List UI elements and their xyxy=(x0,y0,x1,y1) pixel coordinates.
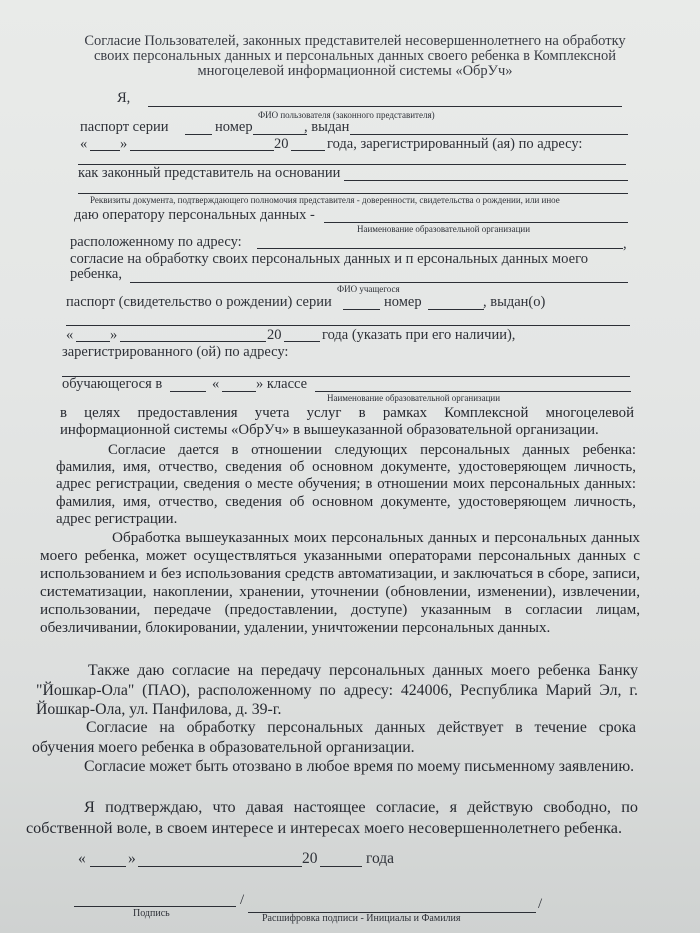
located-comma: , xyxy=(623,236,627,252)
child-passport-series-field[interactable] xyxy=(343,309,380,310)
date-quote-open: « xyxy=(80,136,88,152)
child-date-quote-open: « xyxy=(66,327,74,343)
school-number-field[interactable] xyxy=(170,391,206,392)
sign-date-month-field[interactable] xyxy=(138,866,302,867)
signature-field[interactable] xyxy=(74,906,236,907)
child-passport-label: паспорт (свидетельство о рождении) серии xyxy=(66,294,332,310)
passport-issued-field[interactable] xyxy=(350,134,628,135)
passport-issued-label: , выдан xyxy=(304,119,350,135)
operator-name-field[interactable] xyxy=(324,222,628,223)
child-year-note: года (указать при его наличии), xyxy=(322,327,516,343)
child-date-day-field[interactable] xyxy=(76,341,110,342)
registered-label: года, зарегистрированный (ая) по адресу: xyxy=(327,136,583,152)
sign-date-quote-open: « xyxy=(78,850,86,867)
fio-field-line[interactable] xyxy=(148,106,622,107)
sign-caption: Подпись xyxy=(133,908,170,919)
legal-rep-label: как законный представитель на основании xyxy=(78,165,341,181)
class-label: » классе xyxy=(256,376,308,392)
located-label: расположенному по адресу: xyxy=(70,234,242,250)
consent-child-line2: ребенка, xyxy=(70,266,122,282)
sign-date-year-prefix: 20 xyxy=(302,850,318,867)
sign-date-day-field[interactable] xyxy=(90,866,126,867)
child-date-year-prefix: 20 xyxy=(267,327,282,343)
sign-date-quote-close: » xyxy=(128,850,136,867)
decode-caption: Расшифровка подписи - Инициалы и Фамилия xyxy=(262,913,461,924)
date-quote-close: » xyxy=(120,136,128,152)
operator-label: даю оператору персональных данных - xyxy=(74,207,315,223)
student-caption: ФИО учащегося xyxy=(337,284,400,294)
child-passport-number-field[interactable] xyxy=(428,309,484,310)
i-label: Я, xyxy=(117,90,131,106)
child-passport-number-label: номер xyxy=(384,294,422,310)
para-revoke: Согласие может быть отозвано в любое время по моему письменному заявлению. xyxy=(84,758,635,775)
para-confirm: Я подтверждаю, что давая настоящее согласие, я действую свободно, по собственной воле, в своем интересе и интересах моего несовершеннолетнего ребенка. xyxy=(26,798,638,837)
date-day-field[interactable] xyxy=(90,150,120,151)
para-scope: Согласие дается в отношении следующих персональных данных ребенка: фамилия, имя, отчество, сведения об основном документе, удостоверяющем личность, адрес регистрации, сведения о месте обучения; в отношении моих персональных данных: фамилия, имя, отчество, сведения об основном документе, удостоверяющем личность, адрес регистрации. xyxy=(56,442,636,527)
sign-date-year-field[interactable] xyxy=(320,866,362,867)
fio-caption: ФИО пользователя (законного представителя) xyxy=(258,110,435,120)
signature-slash-1: / xyxy=(240,892,245,908)
student-fio-field[interactable] xyxy=(130,282,628,283)
date-year-field[interactable] xyxy=(291,150,325,151)
legal-rep-basis-field[interactable] xyxy=(344,180,628,181)
passport-series-field[interactable] xyxy=(185,134,212,135)
signature-slash-2: / xyxy=(538,896,543,912)
child-date-year-field[interactable] xyxy=(284,341,320,342)
form-title: Согласие Пользователей, законных представителей несовершеннолетнего на обработку своих персональных данных и персональных данных своего ребенка в Комплексной многоцелевой информационной системы «ОбрУч» xyxy=(84,33,626,79)
para-bank: Также даю согласие на передачу персональных данных моего ребенка Банку "Йошкар-Ола" (ПАО), расположенному по адресу: 424006, Республика Марий Эл, г. Йошкар-Ола, ул. Панфилова, д. 39-г. xyxy=(36,662,638,718)
sign-year-word: года xyxy=(366,850,395,867)
doc-caption: Реквизиты документа, подтверждающего полномочия представителя - доверенности, свидетельства о рождении, или иное xyxy=(90,195,560,205)
date-year-prefix: 20 xyxy=(274,136,289,152)
para-duration: Согласие на обработку персональных данных действует в течение срока обучения моего ребенка в образовательной организации. xyxy=(32,719,636,756)
class-number-field[interactable] xyxy=(222,391,256,392)
child-issued-field[interactable] xyxy=(66,325,630,326)
class-quote-open: « xyxy=(212,376,220,392)
para-purpose: в целях предоставления учета услуг в рамках Комплексной многоцелевой информационной системы «ОбрУч» в вышеуказанной образовательной организации. xyxy=(60,405,634,438)
child-date-quote-close: » xyxy=(110,327,118,343)
para-processing: Обработка вышеуказанных моих персональных данных и персональных данных моего ребенка, может осуществляться указанными операторами персональных данных с использованием и без использования средств автоматизации, и заключаться в сборе, записи, систематизации, накоплении, хранении, уточнении (обновлении, изменении), извлечении, использовании, передаче (предоставлении, доступе) указанным в согласии лицам, обезличивании, блокировании, удалении, уничтожении персональных данных. xyxy=(40,529,640,636)
org-caption-2: Наименование образовательной организации xyxy=(327,393,501,403)
passport-number-label: номер xyxy=(215,119,253,135)
student-of-label: обучающегося в xyxy=(62,376,163,392)
passport-number-field[interactable] xyxy=(253,134,307,135)
date-month-field[interactable] xyxy=(130,150,274,151)
child-date-month-field[interactable] xyxy=(120,341,266,342)
child-registered-label: зарегистрированного (ой) по адресу: xyxy=(62,344,289,360)
child-issued-label: , выдан(о) xyxy=(483,294,546,310)
legal-rep-basis-field-2[interactable] xyxy=(78,193,628,194)
org-caption: Наименование образовательной организации xyxy=(357,224,531,234)
located-address-field[interactable] xyxy=(257,248,623,249)
school-name-field[interactable] xyxy=(315,391,631,392)
passport-series-label: паспорт серии xyxy=(80,119,169,135)
consent-child-line1: согласие на обработку своих персональных данных и п ерсональных данных моего xyxy=(70,251,588,267)
